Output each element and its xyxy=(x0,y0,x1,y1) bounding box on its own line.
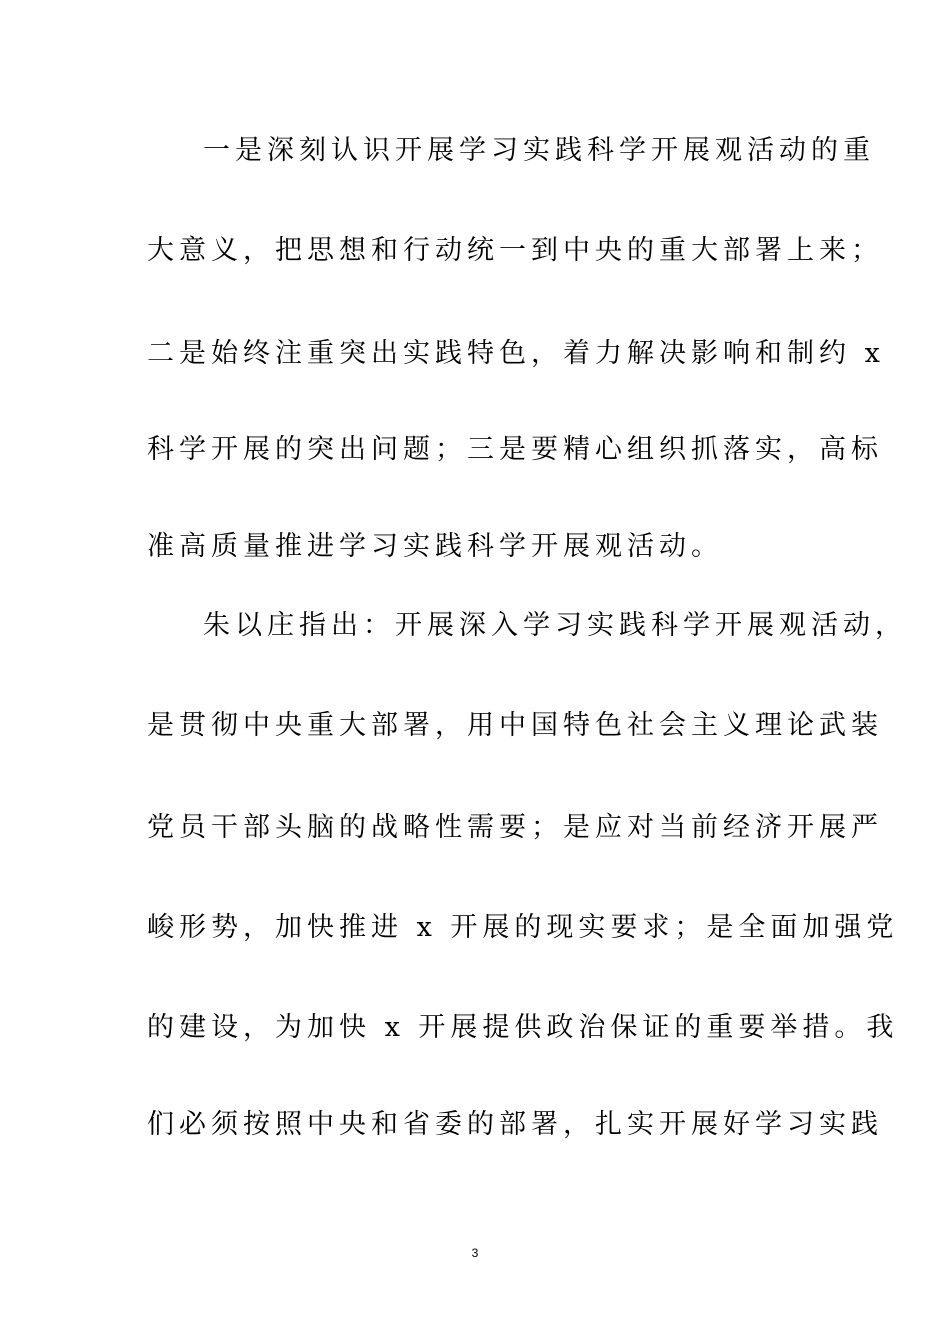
page-number: 3 xyxy=(471,1246,479,1260)
text-line-6: 朱以庄指出：开展深入学习实践科学开展观活动， xyxy=(203,610,907,641)
text-line-5: 准高质量推进学习实践科学开展观活动。 xyxy=(147,531,723,562)
text-line-11: 们必须按照中央和省委的部署，扎实开展好学习实践 xyxy=(147,1109,883,1140)
text-line-4: 科学开展的突出问题；三是要精心组织抓落实，高标 xyxy=(147,434,883,465)
text-line-1: 一是深刻认识开展学习实践科学开展观活动的重 xyxy=(203,135,875,166)
text-line-9: 峻形势，加快推进 x 开展的现实要求；是全面加强党 xyxy=(147,912,899,943)
text-line-2: 大意义，把思想和行动统一到中央的重大部署上来； xyxy=(147,235,883,266)
text-line-8: 党员干部头脑的战略性需要；是应对当前经济开展严 xyxy=(147,812,883,843)
text-line-3: 二是始终注重突出实践特色，着力解决影响和制约 x xyxy=(147,338,885,369)
text-line-10: 的建设，为加快 x 开展提供政治保证的重要举措。我 xyxy=(147,1012,899,1043)
text-line-7: 是贯彻中央重大部署，用中国特色社会主义理论武装 xyxy=(147,710,883,741)
